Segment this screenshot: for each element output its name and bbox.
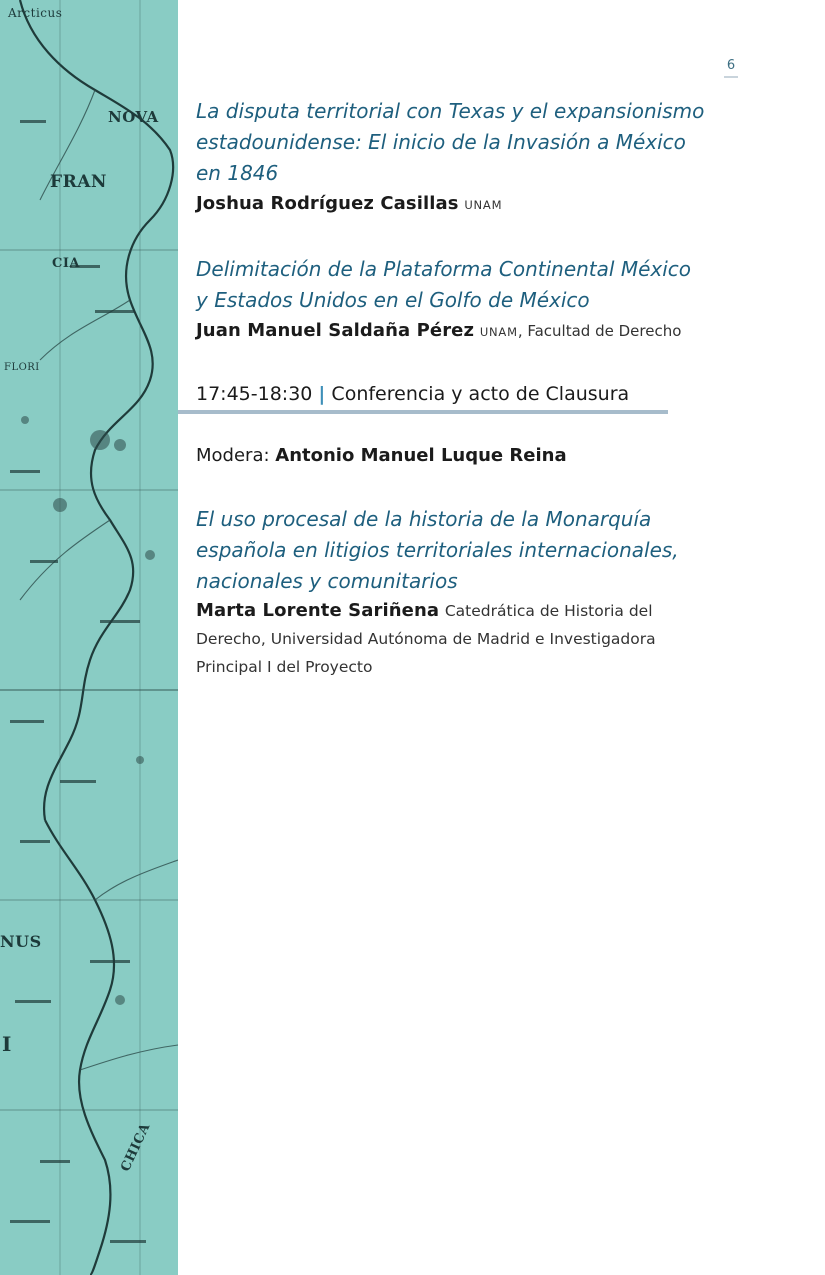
session-divider — [178, 410, 668, 414]
session-heading — [196, 380, 629, 408]
page-number-rule — [724, 76, 738, 78]
session-time: 17:45-18:30 — [196, 383, 313, 405]
speaker-name: Joshua Rodríguez Casillas — [196, 193, 459, 214]
speaker-institution: UNAM — [464, 198, 503, 212]
talk-entry — [196, 254, 691, 347]
talk-title-line: estadounidense: El inicio de la Invasión a México — [196, 130, 686, 154]
speaker-line — [196, 597, 736, 681]
speaker-institution: UNAM — [479, 325, 518, 339]
map-label-chica: CHICA — [118, 1120, 154, 1175]
speaker-affiliation: Principal I del Proyecto — [196, 658, 373, 676]
page-number: 6 — [726, 58, 736, 73]
map-label-i: I — [2, 1032, 12, 1056]
map-label-arcticus: Arcticus — [8, 6, 63, 20]
speaker-line — [196, 316, 691, 347]
talk-title-line: nacionales y comunitarios — [196, 569, 458, 593]
speaker-name: Marta Lorente Sariñena — [196, 600, 440, 621]
talk-title-line: en 1846 — [196, 161, 279, 185]
speaker-affiliation: , Facultad de Derecho — [517, 322, 682, 340]
session-separator: | — [318, 383, 326, 405]
moderator-label: Modera: — [196, 445, 270, 466]
speaker-line — [196, 189, 704, 220]
speaker-affiliation: Derecho, Universidad Autónoma de Madrid e Investigadora — [196, 630, 656, 648]
talk-title — [196, 504, 736, 597]
talk-title — [196, 96, 704, 189]
speaker-name: Juan Manuel Saldaña Pérez — [196, 320, 475, 341]
map-image-strip — [0, 0, 178, 1275]
talk-title-line: Delimitación de la Plataforma Continental México — [196, 257, 691, 281]
talk-title — [196, 254, 691, 316]
talk-entry — [196, 504, 736, 681]
map-label-nus: NUS — [0, 932, 42, 951]
map-label-nova: NOVA — [108, 108, 159, 126]
moderator-line — [196, 442, 567, 470]
talk-title-line: y Estados Unidos en el Golfo de México — [196, 288, 590, 312]
speaker-affiliation: Catedrática de Historia del — [444, 602, 653, 620]
talk-title-line: La disputa territorial con Texas y el expansionismo — [196, 99, 705, 123]
session-title: Conferencia y acto de Clausura — [331, 383, 630, 405]
map-label-fran: FRAN — [50, 172, 107, 192]
moderator-name: Antonio Manuel Luque Reina — [275, 445, 567, 466]
talk-title-line: El uso procesal de la historia de la Monarquía — [196, 507, 652, 531]
talk-entry — [196, 96, 704, 220]
map-label-cia: CIA — [52, 256, 81, 271]
talk-title-line: española en litigios territoriales internacionales, — [196, 538, 679, 562]
map-label-flori: FLORI — [4, 362, 40, 373]
